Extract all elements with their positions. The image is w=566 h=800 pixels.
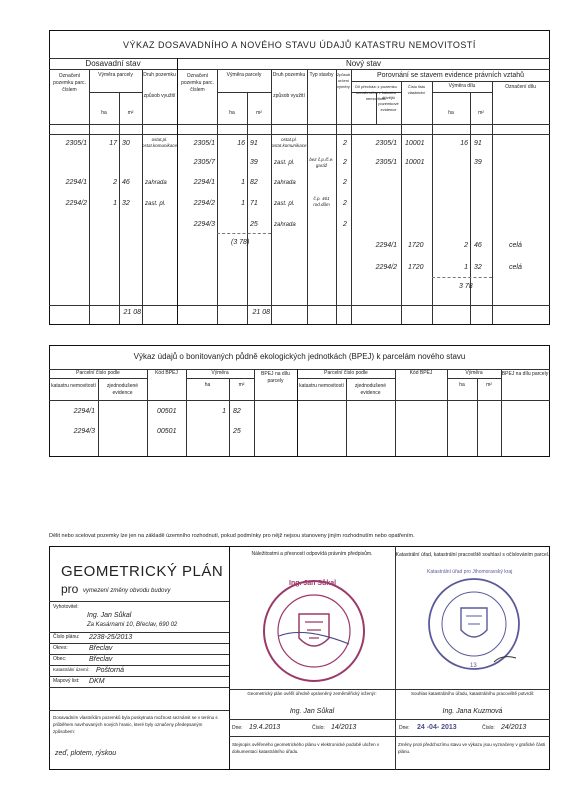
legal-note: Dosavadním vlastníkům pozemků byla poskytnuta možnost seznámit se v terénu s průběhem navrhovaných nových hranic, které byly označeny předepsaným způsobem: <box>53 715 218 734</box>
col-area-dil: Výměra dílu <box>448 83 476 89</box>
right-kind: ostat.pl. ostat.komunikace <box>271 137 307 148</box>
date-label: Dne: <box>232 725 243 731</box>
bpej-col-zj: zjednodušené evidence <box>106 383 139 396</box>
sheet-value: DKM <box>89 678 105 685</box>
footer-note: Dělit nebo scelovat pozemky lze jen na základě územního rozhodnutí, pokud podmínky pro nějž nejsou stanoveny jiným rozhodnutím nebo opatřením. <box>49 533 415 539</box>
right-m2: 91 <box>250 140 258 147</box>
bpej-m2: 82 <box>233 408 241 415</box>
cmp-m2: 39 <box>474 159 482 166</box>
right-kind: zast. pl. <box>274 201 295 207</box>
bpej-col-bpej-r: Kód BPEJ <box>409 370 433 376</box>
office-signer-name: Ing. Jana Kuzmová <box>442 708 503 715</box>
right-kind: zahrada <box>274 222 296 228</box>
left-ha: 17 <box>109 140 117 147</box>
right-parcel: 2305/1 <box>193 140 215 147</box>
sheet-label: Mapový list: <box>53 678 80 684</box>
right-parcel: 2294/1 <box>193 179 215 186</box>
bpej-col-bpej: Kód BPEJ <box>155 370 178 376</box>
cmp-ha: 2 <box>464 242 468 249</box>
right-kind: zahrada <box>274 180 296 186</box>
right-kind: zast. pl. <box>274 160 295 166</box>
col-kind-new: Druh pozemku <box>272 72 306 78</box>
cmp-ha: 16 <box>460 140 468 147</box>
right-header: Nový stav <box>345 59 382 68</box>
stamp-text-2: Katastrální úřad pro Jihomoravský kraj <box>427 569 513 575</box>
bpej-col-ha: ha <box>204 382 211 388</box>
cmp-parcel: 2294/1 <box>375 242 397 249</box>
bpej-col-parcel-r: Parcelní číslo podle <box>324 370 368 376</box>
cmp-lv: 1720 <box>408 242 424 249</box>
district-label: Okres: <box>53 645 68 651</box>
date-value: 19.4.2013 <box>249 724 281 731</box>
left-header: Dosavadní stav <box>85 59 141 68</box>
left-kind: ostat.pl. ostat.komunikace <box>142 137 178 148</box>
col-m2-new: m² <box>256 110 262 116</box>
plan-block <box>49 546 550 770</box>
col-area-new: Výměra parcely <box>226 72 262 78</box>
right-type: č.p. 461 rod.dům <box>313 196 330 207</box>
number-value: 2238-25/2013 <box>89 634 133 641</box>
number-label: Číslo plánu: <box>53 634 80 640</box>
made-by-addr: Za Kasárnami 10, Břeclav, 690 02 <box>87 622 178 628</box>
stamp-text-1: Ing. Jan Sůkal <box>289 580 337 587</box>
col-dil-ozn: Označení dílu <box>505 84 536 90</box>
bpej-parcel: 2294/1 <box>73 408 95 415</box>
left-parcel: 2305/1 <box>65 140 87 147</box>
office-signer-label: Souhlas katastrálního úřadu, katastrálního pracoviště potvrdil: <box>410 691 535 696</box>
col-m2: m² <box>127 110 134 116</box>
left-m2: 32 <box>122 200 130 207</box>
cmp-lv: 10001 <box>405 159 425 166</box>
cmp-parcel: 2305/1 <box>375 159 397 166</box>
bpej-m2: 25 <box>233 428 241 435</box>
col-area: Výměra parcely <box>98 72 133 78</box>
col-parcel-no-new: Označení pozemku parc. číslem <box>181 73 214 93</box>
total-left: 21 08 <box>123 309 141 316</box>
cmp-lv: 1720 <box>408 264 424 271</box>
right-code: 2 <box>343 221 347 228</box>
plan-title: GEOMETRICKÝ PLÁN <box>61 563 224 580</box>
total-right: 21 08 <box>252 309 270 316</box>
col-kind: Druh pozemku <box>143 72 176 78</box>
office-num-label: Číslo: <box>482 725 495 731</box>
municipality-label: Obec: <box>53 656 67 662</box>
left-ha: 1 <box>113 200 117 207</box>
bpej-col-zj-r: zjednodušené evidence <box>354 383 387 396</box>
right-ha: 16 <box>237 140 245 147</box>
municipality-value: Břeclav <box>89 656 113 663</box>
cmp-m2: 32 <box>474 264 482 271</box>
office-stamp-icon <box>424 574 524 674</box>
made-by-name: Ing. Jan Sůkal <box>87 612 132 619</box>
left-kind: zahrada <box>145 180 167 186</box>
cmp-lv: 10001 <box>405 140 425 147</box>
cmp-parcel: 2305/1 <box>375 140 397 147</box>
col-parcel-no: Označení pozemku parc. číslem <box>53 73 86 93</box>
stamp-number: 13 <box>470 663 477 669</box>
cmp-m2: 46 <box>474 242 482 249</box>
right-m2: 39 <box>250 159 258 166</box>
office-date-label: Dne: <box>399 725 410 731</box>
col-type: Typ stavby <box>309 72 334 78</box>
signer-name: Ing. Jan Sůkal <box>289 708 335 715</box>
compare-header: Porovnání se stavem evidence právních vztahů <box>376 72 525 79</box>
left-parcel: 2294/2 <box>65 200 87 207</box>
cadastre-label: Katastrální území: <box>53 667 90 672</box>
col-m2-dil: m² <box>478 110 484 116</box>
bpej-col-area: Výměra <box>211 370 229 376</box>
bpej-col-bpej-parcel-r: BPEJ na dílu parcely <box>501 371 549 377</box>
bottom-left-note: Stejnopis ověřeného geometrického plánu v elektronické podobě uložen v dokumentaci katastrálního úřadu. <box>232 742 380 754</box>
bpej-col-ha-r: ha <box>459 382 465 388</box>
right-code: 2 <box>343 200 347 207</box>
right-m2: 25 <box>250 221 258 228</box>
col-ha-dil: ha <box>448 110 454 116</box>
right-code: 2 <box>343 159 347 166</box>
bottom-right-note: Změny proti předchozímu stavu ve výkazu jsou vyznačeny v grafické části plánu. <box>398 742 546 754</box>
signer-label: Geometrický plán ověřil úředně oprávněný zeměměřický inženýr: <box>247 691 377 696</box>
col-lv: Číslo listu vlastnictví <box>407 84 426 95</box>
right-ha: 1 <box>241 179 245 186</box>
col-kind-sub: způsob využití <box>143 93 176 99</box>
bpej-col-area-r: Výměra <box>465 370 483 376</box>
bpej-ha: 1 <box>222 408 226 415</box>
subtotal-right: (3 78) <box>231 239 250 246</box>
right-code: 2 <box>343 179 347 186</box>
col-ha-new: ha <box>229 110 235 116</box>
right-code: 2 <box>343 140 347 147</box>
office-label: Katastrální úřad, katastrální pracoviště souhlasí s očíslováním parcel. <box>395 552 550 558</box>
office-date-value: 24 -04- 2013 <box>417 724 457 731</box>
right-m2: 71 <box>250 200 258 207</box>
left-parcel: 2294/1 <box>65 179 87 186</box>
right-type: bez č.p./č.e. garáž <box>309 157 334 168</box>
left-m2: 30 <box>122 140 130 147</box>
cmp-dil: celá <box>509 264 522 271</box>
left-m2: 46 <box>122 179 130 186</box>
bpej-code: 00501 <box>157 408 177 415</box>
compare-sum: 3 78 <box>459 283 473 290</box>
bpej-col-kn-r: katastru nemovitostí <box>299 383 344 389</box>
left-ha: 2 <box>113 179 117 186</box>
col-code: Způsob určení výměry <box>336 72 351 89</box>
num-value: 14/2013 <box>331 724 357 731</box>
num-label: Číslo: <box>312 725 325 731</box>
right-parcel: 2294/2 <box>193 200 215 207</box>
table2 <box>49 345 550 457</box>
col-ha: ha <box>101 110 107 116</box>
made-by-label: Vyhotovitel: <box>53 604 79 610</box>
col-dil-b: dřívější pozemkové evidence <box>378 95 399 112</box>
district-value: Břeclav <box>89 645 113 652</box>
bpej-code: 00501 <box>157 428 177 435</box>
verify-label: Náležitostmi a přesností odpovídá právním předpisům. <box>251 551 373 557</box>
cmp-ha: 1 <box>464 264 468 271</box>
col-dil-a: Díl přechází z pozemku označeného v katastru nemovitostí <box>355 84 397 101</box>
bpej-col-m2-r: m² <box>486 382 492 388</box>
bpej-col-m2: m² <box>238 382 245 388</box>
cmp-m2: 91 <box>474 140 482 147</box>
bpej-col-bpej-parcel: BPEJ na dílu parcely <box>261 371 290 384</box>
col-kind-new-sub: způsob využití <box>273 93 305 99</box>
table2-title: Výkaz údajů o bonitovaných půdně ekologických jednotkách (BPEJ) k parcelám nového stavu <box>133 352 466 361</box>
bpej-col-kn: katastru nemovitostí <box>51 383 96 389</box>
cmp-parcel: 2294/2 <box>375 264 397 271</box>
left-kind: zast. pl. <box>145 201 166 207</box>
marks-value: zeď, plotem, rýskou <box>55 750 117 757</box>
right-ha: 1 <box>241 200 245 207</box>
surveyor-stamp-icon <box>259 576 369 686</box>
plan-pro-value: vymezení změny obvodu budovy <box>83 588 171 594</box>
plan-pro-label: pro <box>61 582 79 596</box>
bpej-parcel: 2294/3 <box>73 428 95 435</box>
right-parcel: 2305/7 <box>193 159 215 166</box>
table1 <box>49 30 550 325</box>
cmp-dil: celá <box>509 242 522 249</box>
right-parcel: 2294/3 <box>193 221 215 228</box>
table1-title: VÝKAZ DOSAVADNÍHO A NOVÉHO STAVU ÚDAJŮ KATASTRU NEMOVITOSTÍ <box>123 40 476 50</box>
bpej-col-parcel: Parcelní číslo podle <box>76 370 120 376</box>
right-m2: 82 <box>250 179 258 186</box>
cadastre-value: Poštorná <box>96 667 125 674</box>
office-num-value: 24/2013 <box>501 724 527 731</box>
